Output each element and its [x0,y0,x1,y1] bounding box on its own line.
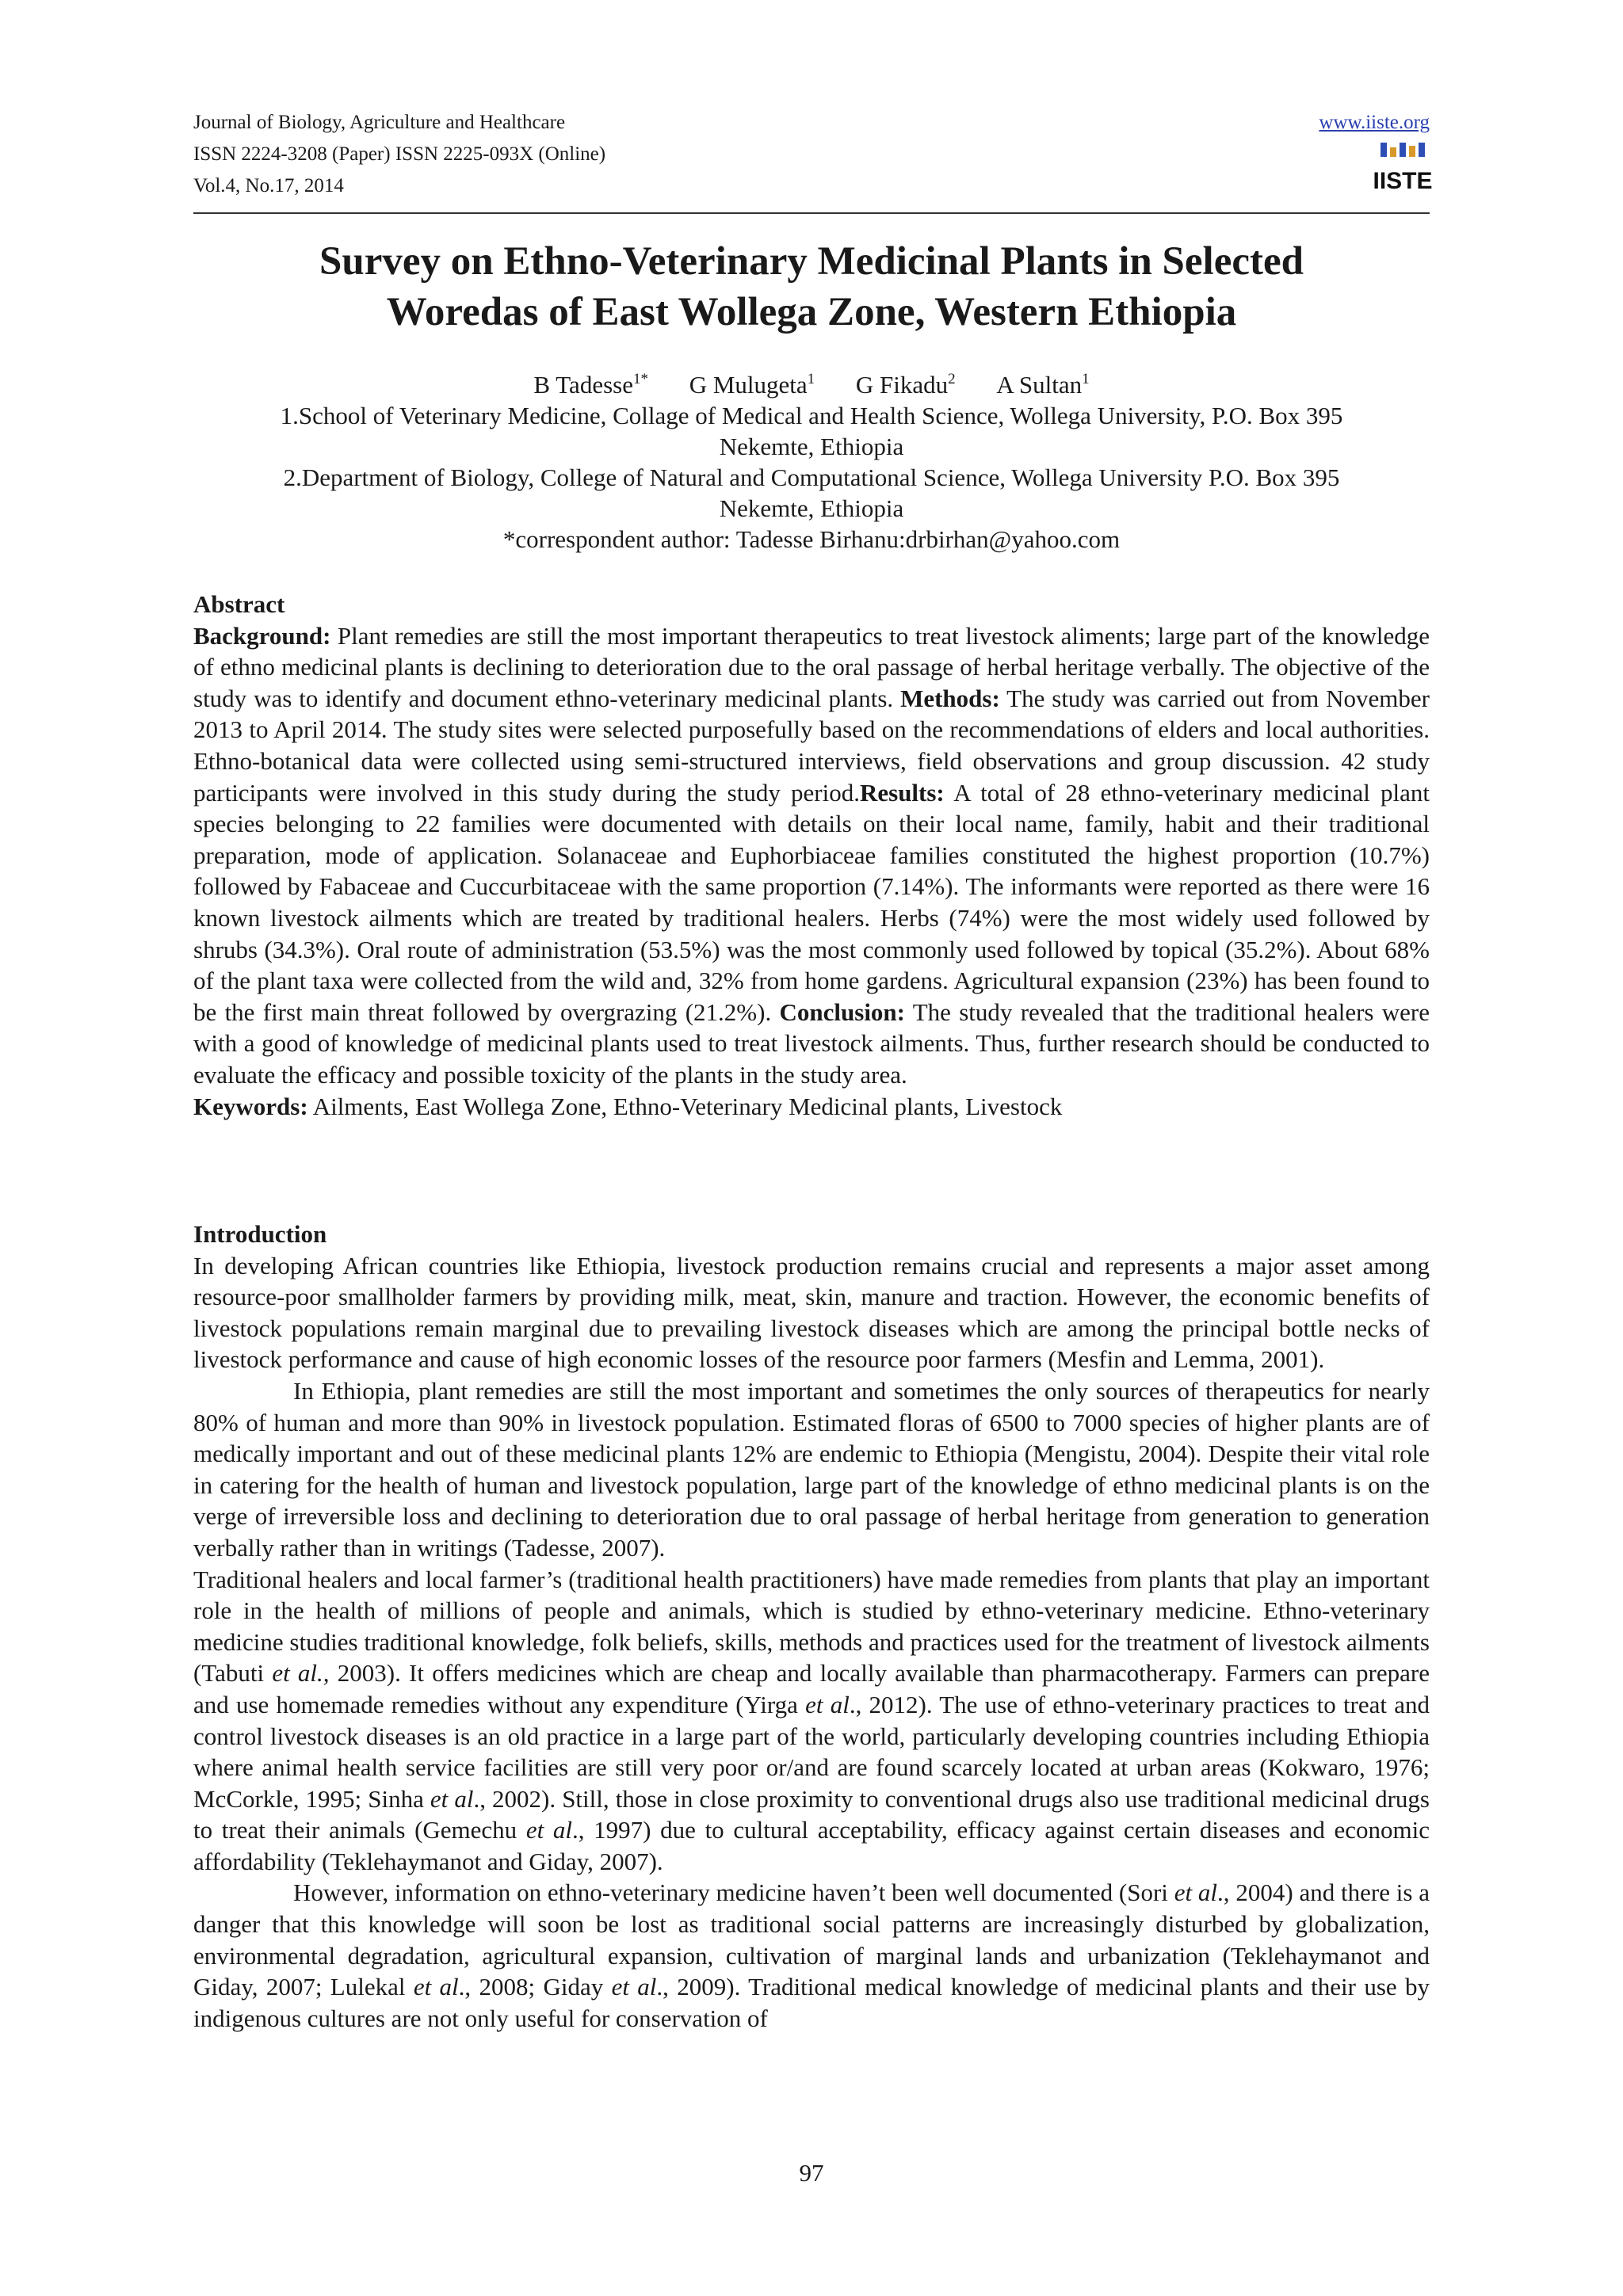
intro-paragraph-3: Traditional healers and local farmer’s (traditional health practitioners) have made remedies from plants that play an important role in the health of millions of people and animals, which is studied by ethno-veterinary medicine. Ethno-veterinary medicine studies traditional knowledge, folk beliefs, skills, methods and practices used for the treatment of livestock ailments (Tabuti et al., 2003). It offers medicines which are cheap and locally available than pharmacotherapy. Farmers can prepare and use homemade remedies without any expenditure (Yirga et al., 2012). The use of ethno-veterinary practices to treat and control livestock diseases is an old practice in a large part of the world, particularly developing countries including Ethiopia where animal health service facilities are still very poor or/and are found scarcely located at urban areas (Kokwaro, 1976; McCorkle, 1995; Sinha et al., 2002). Still, those in close proximity to conventional drugs also use traditional medicinal drugs to treat their animals (Gemechu et al., 1997) due to cultural acceptability, efficacy against certain diseases and economic affordability (Teklehaymanot and Giday, 2007). [193,1565,1430,1875]
methods-text: The study was carried out from November 2013 to April 2014. The study sites were selected purposefully based on the recommendations of elders and local authorities. Ethno-botanical data were collected using semi-structured interviews, field observations and group discussion. 42 study participants were involved in this study during the study period. [193,684,1430,807]
page-number: 97 [799,2159,824,2187]
journal-url-link[interactable]: www.iiste.org [1319,112,1430,133]
intro-paragraph-4: However, information on ethno-veterinary medicine haven’t been well documented (Sori et al., 2004) and there is a danger that this knowledge will soon be lost as traditional social patterns are increasingly disturbed by globalization, environmental degradation, agricultural expansion, cultivation of marginal lands and urbanization (Teklehaymanot and Giday, 2007; Lulekal et al., 2008; Giday et al., 2009). Traditional medical knowledge of medicinal plants and their use by indigenous cultures are not only useful for conservation of [193,1878,1430,2032]
author: G Fikadu$^2$ [855,371,956,399]
keywords [193,1091,1430,1123]
intro-paragraph-1: In developing African countries like Ethiopia, livestock production remains crucial and represents a major asset among resource-poor smallholder farmers by providing milk, meat, skin, manure and traction. However, the economic benefits of livestock populations remain marginal due to prevailing livestock diseases which are among the principal bottle necks of livestock performance and cause of high economic losses of the resource poor farmers (Mesfin and Lemma, 2001). [193,1251,1430,1374]
paper-title [193,236,1430,338]
introduction-section [193,1219,1430,2034]
keywords-text: Ailments, East Wollega Zone, Ethno-Veterinary Medicinal plants, Livestock [307,1092,1063,1120]
author: G Mulugeta$^1$ [689,371,815,399]
affiliation-1-line-1: 1.School of Veterinary Medicine, Collage of Medical and Health Science, Wollega University, P.O. Box 395 [280,402,1343,429]
abstract-body [193,620,1430,1091]
iiste-logo [1373,141,1433,195]
author-list [193,369,1430,400]
abstract-heading: Abstract [193,590,285,618]
authors-block [193,369,1430,555]
keywords-label: Keywords: [193,1092,308,1120]
author: B Tadesse$^{1*}$ [533,371,648,399]
intro-paragraph-2: In Ethiopia, plant remedies are still the most important and sometimes the only sources of therapeutics for nearly 80% of human and more than 90% in livestock population. Estimated floras of 6500 to 7000 species of higher plants are of medically important and out of these medicinal plants 12% are endemic to Ethiopia (Mengistu, 2004). Despite their vital role in catering for the health of human and livestock population, large part of the knowledge of ethno medicinal plants is on the verge of irreversible loss and declining to deterioration due to oral passage of herbal heritage from generation to generation verbally rather than in writings (Tadesse, 2007). [193,1376,1430,1562]
results-text: A total of 28 ethno-veterinary medicinal plant species belonging to 22 families were documented with details on their local name, family, habit and their traditional preparation, mode of application. Solanaceae and Euphorbiaceae families constituted the highest proportion (10.7%) followed by Fabaceae and Cuccurbitaceae with the same proportion (7.14%). The informants were reported as there were 16 known livestock ailments which are treated by traditional healers. Herbs (74%) were the most widely used followed by shrubs (34.3%). Oral route of administration (53.5%) was the most commonly used followed by topical (35.2%). About 68% of the plant taxa were collected from the wild and, 32% from home gardens. Agricultural expansion (23%) has been found to be the first main threat followed by overgrazing (21.2%). [193,778,1430,1026]
methods-label: Methods: [900,684,1000,712]
correspondent-author: *correspondent author: Tadesse Birhanu:drbirhan@yahoo.com [502,525,1121,553]
title-line-1: Survey on Ethno-Veterinary Medicinal Plants in Selected [319,239,1304,284]
journal-volume: Vol.4, No.17, 2014 [193,175,344,196]
conclusion-text: The study revealed that the traditional healers were with a good of knowledge of medicinal plants used to treat livestock ailments. Thus, further research should be conducted to evaluate the efficacy and possible toxicity of the plants in the study area. [193,997,1430,1089]
journal-name: Journal of Biology, Agriculture and Healthcare [193,112,566,133]
journal-header [193,111,1433,214]
conclusion-label: Conclusion: [779,997,905,1026]
affiliation-2-line-1: 2.Department of Biology, College of Natural and Computational Science, Wollega University P.O. Box 395 [283,463,1340,491]
header-divider [193,212,1430,214]
author: A Sultan$^1$ [996,371,1090,399]
background-label: Background: [193,621,331,650]
journal-issn: ISSN 2224-3208 (Paper) ISSN 2225-093X (Online) [193,143,606,165]
logo-text: IISTE [1373,168,1433,194]
background-text: Plant remedies are still the most important therapeutics to treat livestock aliments; large part of the knowledge of ethno medicinal plants is declining to deterioration due to the oral passage of herbal heritage verbally. The objective of the study was to identify and document ethno-veterinary medicinal plants. [193,621,1430,712]
introduction-heading: Introduction [193,1220,327,1248]
abstract-section [193,589,1430,1122]
affiliation-1-line-2: Nekemte, Ethiopia [719,433,904,460]
affiliation-2-line-2: Nekemte, Ethiopia [719,494,904,522]
results-label: Results: [859,778,945,807]
title-line-2: Woredas of East Wollega Zone, Western Ethiopia [386,290,1237,334]
